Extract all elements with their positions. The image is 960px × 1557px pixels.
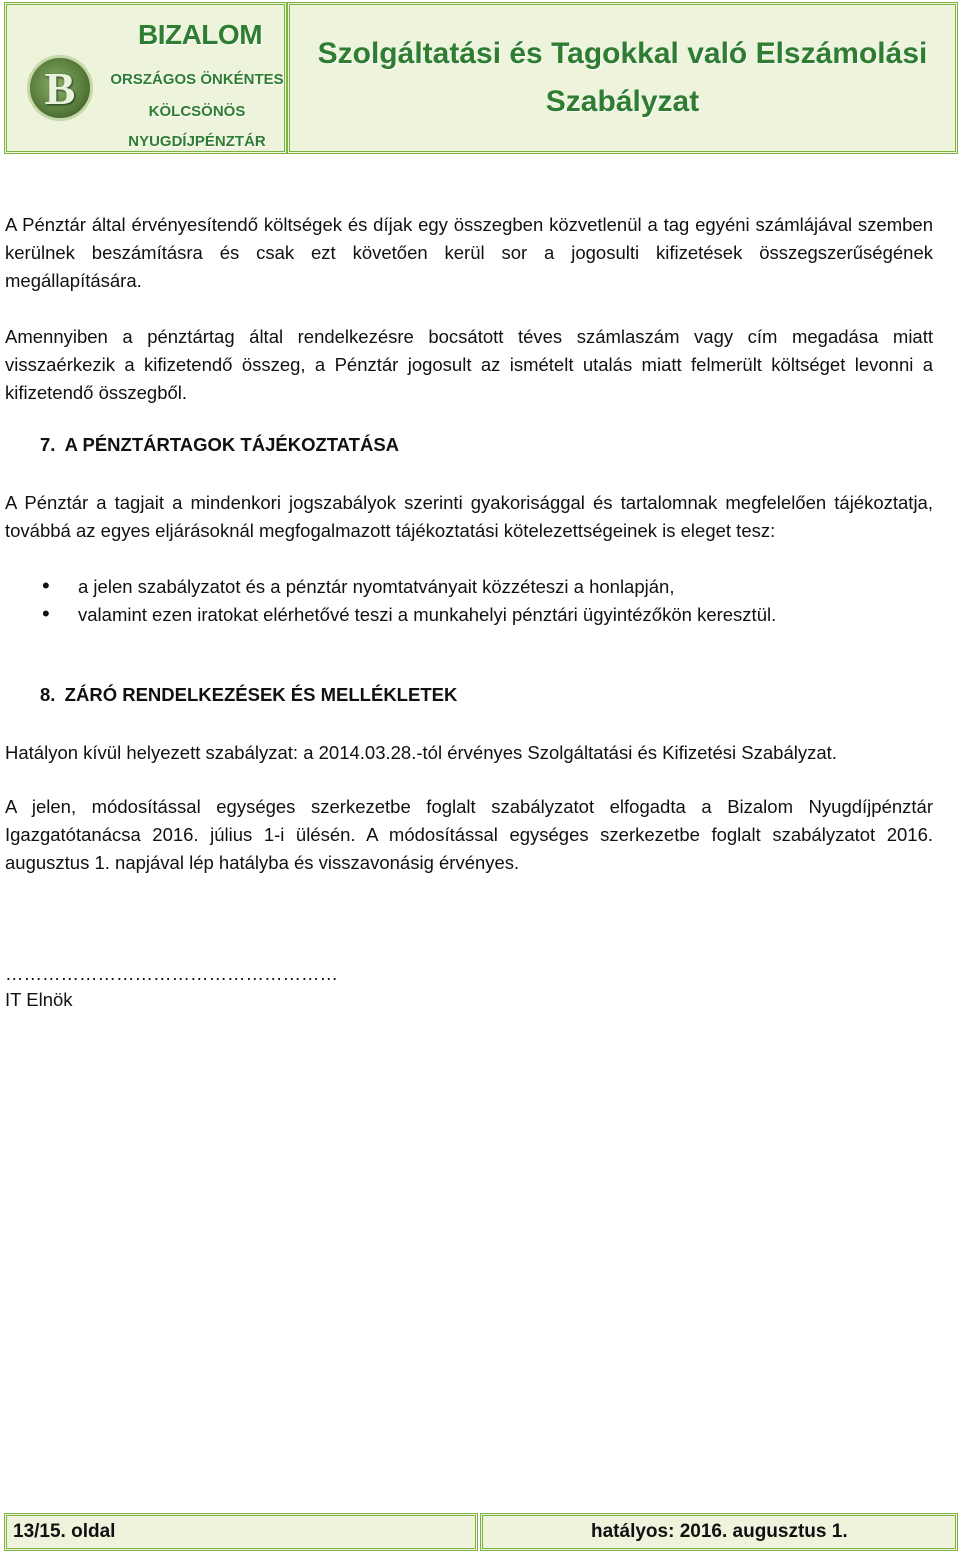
section-7-heading: 7. A PÉNZTÁRTAGOK TÁJÉKOZTATÁSA — [40, 434, 400, 455]
paragraph-adoption: A jelen, módosítással egységes szerkezetbe foglalt szabályzatot elfogadta a Bizalom Nyugdíjpénztár Igazgatótanácsa 2016. július 1-i ülésén. A módosítással egységes szerkezetbe foglalt szabályzatot 2016. augusztus 1. napjával lép hatályba és visszavonásig érvényes. — [5, 796, 933, 873]
logo-letter: B — [44, 62, 76, 114]
paragraph-costs: A Pénztár által érvényesítendő költségek és díjak egy összegben közvetlenül a tag egyéni számlájával szemben kerülnek beszámításra és csak ezt követően kerül sor a jogosulti kifizetések összegszerűségének megállapítására. — [5, 214, 933, 291]
document-title-line-1: Szolgáltatási és Tagokkal való Elszámolási — [317, 37, 928, 70]
page-number: 13/15. oldal — [4, 1513, 478, 1551]
list-item — [42, 573, 932, 601]
org-name: BIZALOM — [137, 19, 263, 50]
page-header — [4, 2, 958, 156]
org-line-2: KÖLCSÖNÖS — [148, 103, 246, 120]
header-title-box — [287, 2, 958, 154]
page-footer — [4, 1513, 958, 1553]
section-8-heading: 8. ZÁRÓ RENDELKEZÉSEK ÉS MELLÉKLETEK — [40, 684, 458, 705]
information-bullet-list — [42, 573, 932, 629]
document-title-line-2: Szabályzat — [545, 85, 700, 118]
header-logo-box — [4, 2, 287, 154]
bullet-text: valamint ezen iratokat elérhetővé teszi a munkahelyi pénztári ügyintézőkön keresztül. — [78, 604, 777, 625]
org-line-1: ORSZÁGOS ÖNKÉNTES — [110, 71, 284, 88]
signature-title: IT Elnök — [5, 989, 73, 1010]
bizalom-logo-icon — [27, 55, 93, 121]
bullet-icon: • — [42, 573, 50, 598]
paragraph-member-information: A Pénztár a tagjait a mindenkori jogszabályok szerinti gyakorisággal és tartalomnak megfelelően tájékoztatja, továbbá az egyes eljárásoknál megfogalmazott tájékoztatási kötelezettségeinek is eleget tesz: — [5, 492, 933, 541]
bullet-icon: • — [42, 601, 50, 626]
paragraph-returned-payment: Amennyiben a pénztártag által rendelkezésre bocsátott téves számlaszám vagy cím megadása miatt visszaérkezik a kifizetendő összeg, a Pénztár jogosult az ismételt utalás miatt felmerült költséget levonni a kifizetendő összegből. — [5, 326, 933, 403]
org-line-3: NYUGDÍJPÉNZTÁR — [128, 133, 266, 150]
paragraph-repealed-rules: Hatályon kívül helyezett szabályzat: a 2014.03.28.-tól érvényes Szolgáltatási és Kifizetési Szabályzat. — [5, 742, 837, 763]
list-item — [42, 601, 932, 629]
effective-date: hatályos: 2016. augusztus 1. — [480, 1513, 958, 1551]
bullet-text: a jelen szabályzatot és a pénztár nyomtatványait közzéteszi a honlapján, — [78, 576, 675, 597]
signature-line: ……………………………………………… — [5, 963, 338, 984]
